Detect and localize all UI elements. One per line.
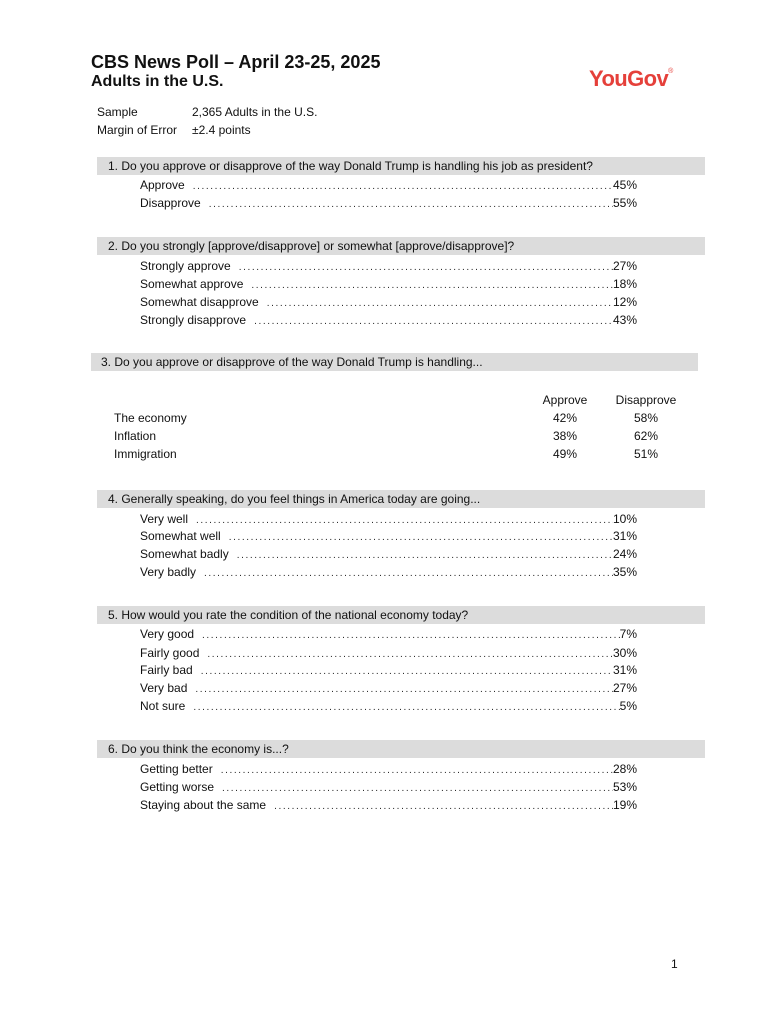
dot-leader bbox=[254, 313, 613, 331]
q5-option-very-good bbox=[140, 625, 637, 643]
row-label: Inflation bbox=[114, 429, 157, 443]
yougov-logo bbox=[589, 66, 673, 92]
option-percent: 12% bbox=[612, 295, 637, 309]
moe-value: ±2.4 points bbox=[192, 123, 251, 137]
option-percent: 28% bbox=[612, 762, 637, 776]
q2-option-strongly-approve bbox=[140, 257, 637, 275]
q2-option-strongly-disapprove bbox=[140, 311, 637, 329]
disapprove-value: 62% bbox=[633, 429, 659, 443]
option-label: Very bad bbox=[140, 681, 188, 695]
logo-registered-mark: ® bbox=[668, 68, 673, 75]
option-percent: 27% bbox=[612, 259, 637, 273]
sample-label: Sample bbox=[97, 105, 138, 119]
q2-option-somewhat-disapprove bbox=[140, 293, 637, 311]
option-label: Strongly disapprove bbox=[140, 313, 247, 327]
q2-option-somewhat-approve bbox=[140, 275, 637, 293]
option-label: Getting better bbox=[140, 762, 213, 776]
q1-option-disapprove bbox=[140, 194, 637, 212]
approve-value: 49% bbox=[552, 447, 578, 461]
dot-leader bbox=[204, 565, 613, 583]
question-5-header: 5. How would you rate the condition of the national economy today? bbox=[97, 606, 705, 624]
option-label: Very well bbox=[140, 512, 189, 526]
option-label: Somewhat well bbox=[140, 529, 221, 543]
option-percent: 7% bbox=[619, 627, 637, 641]
option-label: Somewhat approve bbox=[140, 277, 244, 291]
row-label: The economy bbox=[114, 411, 187, 425]
q5-option-very-bad bbox=[140, 679, 637, 697]
option-label: Strongly approve bbox=[140, 259, 231, 273]
dot-leader bbox=[274, 798, 613, 816]
option-percent: 55% bbox=[612, 196, 637, 210]
option-percent: 19% bbox=[612, 798, 637, 812]
q4-option-somewhat-badly bbox=[140, 545, 637, 563]
dot-leader bbox=[193, 699, 619, 717]
q6-option-staying-same bbox=[140, 796, 637, 814]
q6-option-getting-better bbox=[140, 760, 637, 778]
q5-option-fairly-bad bbox=[140, 661, 637, 679]
approve-value: 38% bbox=[552, 429, 578, 443]
moe-label: Margin of Error bbox=[97, 123, 178, 137]
q6-option-getting-worse bbox=[140, 778, 637, 796]
page-title: CBS News Poll – April 23-25, 2025 bbox=[91, 52, 381, 72]
q4-option-somewhat-well bbox=[140, 527, 637, 545]
option-percent: 53% bbox=[612, 780, 637, 794]
page-number: 1 bbox=[671, 957, 678, 971]
option-label: Getting worse bbox=[140, 780, 215, 794]
option-label: Approve bbox=[140, 178, 185, 192]
option-label: Fairly bad bbox=[140, 663, 193, 677]
option-label: Staying about the same bbox=[140, 798, 267, 812]
question-3-header: 3. Do you approve or disapprove of the way Donald Trump is handling... bbox=[91, 353, 698, 371]
approve-value: 42% bbox=[552, 411, 578, 425]
option-percent: 31% bbox=[612, 529, 637, 543]
disapprove-value: 58% bbox=[633, 411, 659, 425]
option-percent: 35% bbox=[612, 565, 637, 579]
option-label: Fairly good bbox=[140, 646, 200, 660]
question-4-header: 4. Generally speaking, do you feel things in America today are going... bbox=[97, 490, 705, 508]
q3-row-economy bbox=[114, 409, 694, 427]
column-header-disapprove: Disapprove bbox=[615, 393, 677, 407]
q4-option-very-badly bbox=[140, 563, 637, 581]
option-percent: 43% bbox=[612, 313, 637, 327]
dot-leader bbox=[202, 627, 620, 645]
option-percent: 45% bbox=[612, 178, 637, 192]
option-percent: 24% bbox=[612, 547, 637, 561]
option-percent: 30% bbox=[612, 646, 637, 660]
question-6-header: 6. Do you think the economy is...? bbox=[97, 740, 705, 758]
option-percent: 5% bbox=[619, 699, 637, 713]
option-percent: 18% bbox=[612, 277, 637, 291]
option-label: Very good bbox=[140, 627, 195, 641]
row-label: Immigration bbox=[114, 447, 177, 461]
q4-option-very-well bbox=[140, 510, 637, 528]
q5-option-fairly-good bbox=[140, 644, 637, 662]
q5-option-not-sure bbox=[140, 697, 637, 715]
column-header-approve: Approve bbox=[542, 393, 588, 407]
option-label: Very badly bbox=[140, 565, 197, 579]
question-1-header: 1. Do you approve or disapprove of the way Donald Trump is handling his job as president? bbox=[97, 157, 705, 175]
option-label: Disapprove bbox=[140, 196, 201, 210]
option-label: Somewhat badly bbox=[140, 547, 229, 561]
option-percent: 10% bbox=[612, 512, 637, 526]
option-percent: 31% bbox=[612, 663, 637, 677]
q3-column-headers bbox=[114, 391, 694, 409]
question-2-header: 2. Do you strongly [approve/disapprove] or somewhat [approve/disapprove]? bbox=[97, 237, 705, 255]
q3-row-inflation bbox=[114, 427, 694, 445]
option-label: Somewhat disapprove bbox=[140, 295, 259, 309]
option-percent: 27% bbox=[612, 681, 637, 695]
page-subtitle: Adults in the U.S. bbox=[91, 73, 224, 90]
option-label: Not sure bbox=[140, 699, 186, 713]
q1-option-approve bbox=[140, 176, 637, 194]
q3-row-immigration bbox=[114, 445, 694, 463]
disapprove-value: 51% bbox=[633, 447, 659, 461]
dot-leader bbox=[209, 196, 613, 214]
sample-value: 2,365 Adults in the U.S. bbox=[192, 105, 318, 119]
logo-text: YouGov bbox=[589, 66, 669, 91]
